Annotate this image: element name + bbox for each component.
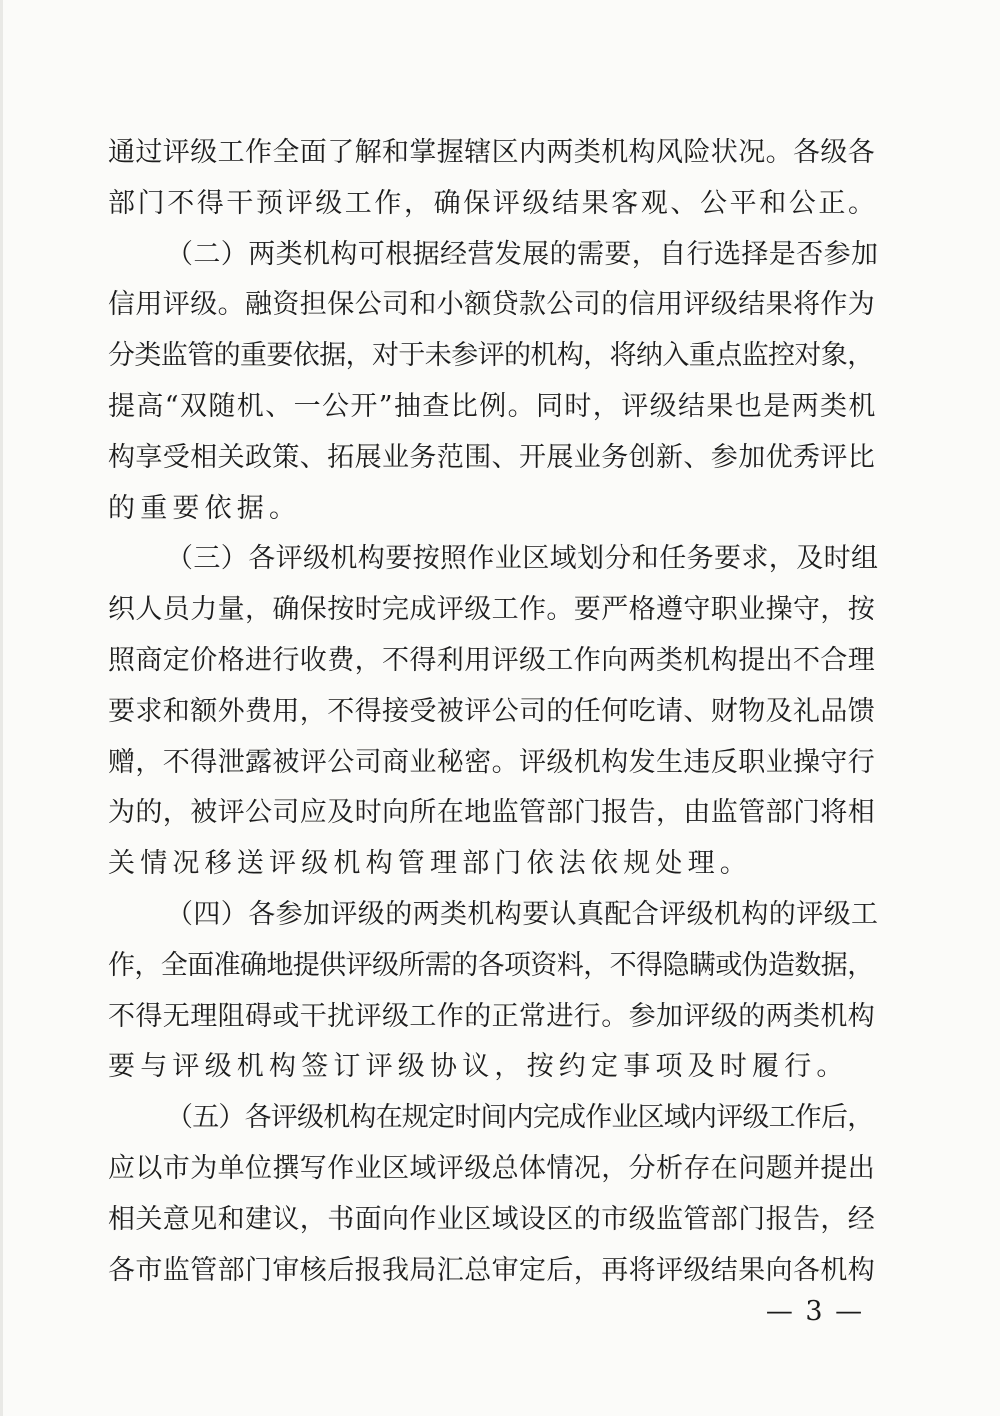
text-line: 各市监管部门审核后报我局汇总审定后，再将评级结果向各机构 [108,1254,876,1286]
text-line: 不得无理阻碍或干扰评级工作的正常进行。参加评级的两类机构 [108,1000,876,1032]
text-line: 部门不得干预评级工作，确保评级结果客观、公平和公正。 [108,187,878,219]
text-line: （五）各评级机构在规定时间内完成作业区域内评级工作后， [166,1102,874,1134]
page-edge [0,0,3,1416]
text-line: 织人员力量，确保按时完成评级工作。要严格遵守职业操守，按 [108,594,876,626]
text-line: 照商定价格进行收费，不得利用评级工作向两类机构提出不合理 [108,644,876,676]
text-line: 要与评级机构签订评级协议，按约定事项及时履行。 [108,1051,849,1083]
text-line: 构享受相关政策、拓展业务范围、开展业务创新、参加优秀评比 [108,441,876,473]
text-line: 要求和额外费用，不得接受被评公司的任何吃请、财物及礼品馈 [108,695,876,727]
text-line: 提高“双随机、一公开”抽查比例。同时，评级结果也是两类机 [108,390,877,422]
document-body [108,128,878,1296]
text-line: 作，全面准确地提供评级所需的各项资料，不得隐瞒或伪造数据， [108,949,874,981]
text-line: 赠，不得泄露被评公司商业秘密。评级机构发生违反职业操守行 [108,746,876,778]
page-number: — 3 — [765,1296,865,1327]
text-line: 为的，被评公司应及时向所在地监管部门报告，由监管部门将相 [108,797,876,829]
text-line: 分类监管的重要依据，对于未参评的机构，将纳入重点监控对象， [108,340,874,372]
text-line: 的重要依据。 [108,492,302,524]
text-line: 关情况移送评级机构管理部门依法依规处理。 [108,848,752,880]
text-line: 信用评级。融资担保公司和小额贷款公司的信用评级结果将作为 [108,289,876,321]
text-line: （二）两类机构可根据经营发展的需要，自行选择是否参加 [166,238,878,270]
text-line: 应以市为单位撰写作业区域评级总体情况，分析存在问题并提出 [108,1152,876,1184]
text-line: （四）各参加评级的两类机构要认真配合评级机构的评级工 [166,898,878,930]
text-line: 相关意见和建议，书面向作业区域设区的市级监管部门报告，经 [108,1203,876,1235]
text-line: （三）各评级机构要按照作业区域划分和任务要求，及时组 [166,543,878,575]
text-line: 通过评级工作全面了解和掌握辖区内两类机构风险状况。各级各 [108,137,876,168]
